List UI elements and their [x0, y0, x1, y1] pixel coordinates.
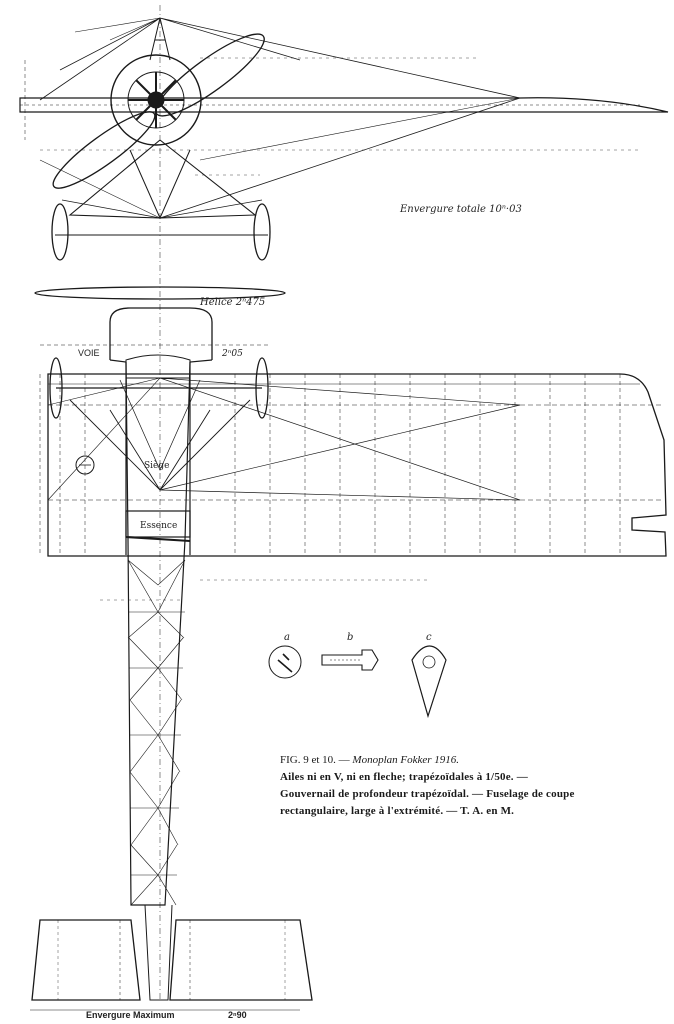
label-helice: Helice 2ⁿ475 [200, 297, 266, 308]
label-envergure-maximum-value: 2ⁿ90 [228, 1010, 247, 1020]
label-detail-c: c [426, 632, 432, 643]
label-siege: Siège [144, 461, 170, 471]
detail-c [412, 646, 446, 716]
label-essence: Essence [140, 521, 178, 531]
figure-caption [280, 752, 580, 820]
caption-body: Ailes ni en V, ni en fleche; trapézoïdales à 1/50e. — Gouvernail de profondeur trapézoïdal. — Fuselage de coupe rectangulaire, large à l'extrémité. — T. A. en M. [280, 771, 575, 817]
label-voie: VOIE [78, 348, 100, 358]
label-detail-b: b [347, 632, 354, 643]
label-envergure-maximum: Envergure Maximum [86, 1010, 175, 1020]
label-envergure-totale: Envergure totale 10ⁿ·03 [400, 204, 522, 215]
front-view [20, 5, 668, 275]
plan-view [30, 278, 666, 1010]
detail-a [269, 646, 301, 678]
detail-b [322, 650, 378, 670]
caption-fig-title: Monoplan Fokker 1916. [352, 754, 460, 766]
label-voie-value: 2ⁿ05 [222, 349, 243, 359]
caption-fig-ref: FIG. 9 et 10. [280, 754, 336, 766]
label-detail-a: a [284, 632, 290, 643]
caption-heading: FIG. 9 et 10. — Monoplan Fokker 1916. [280, 754, 460, 766]
